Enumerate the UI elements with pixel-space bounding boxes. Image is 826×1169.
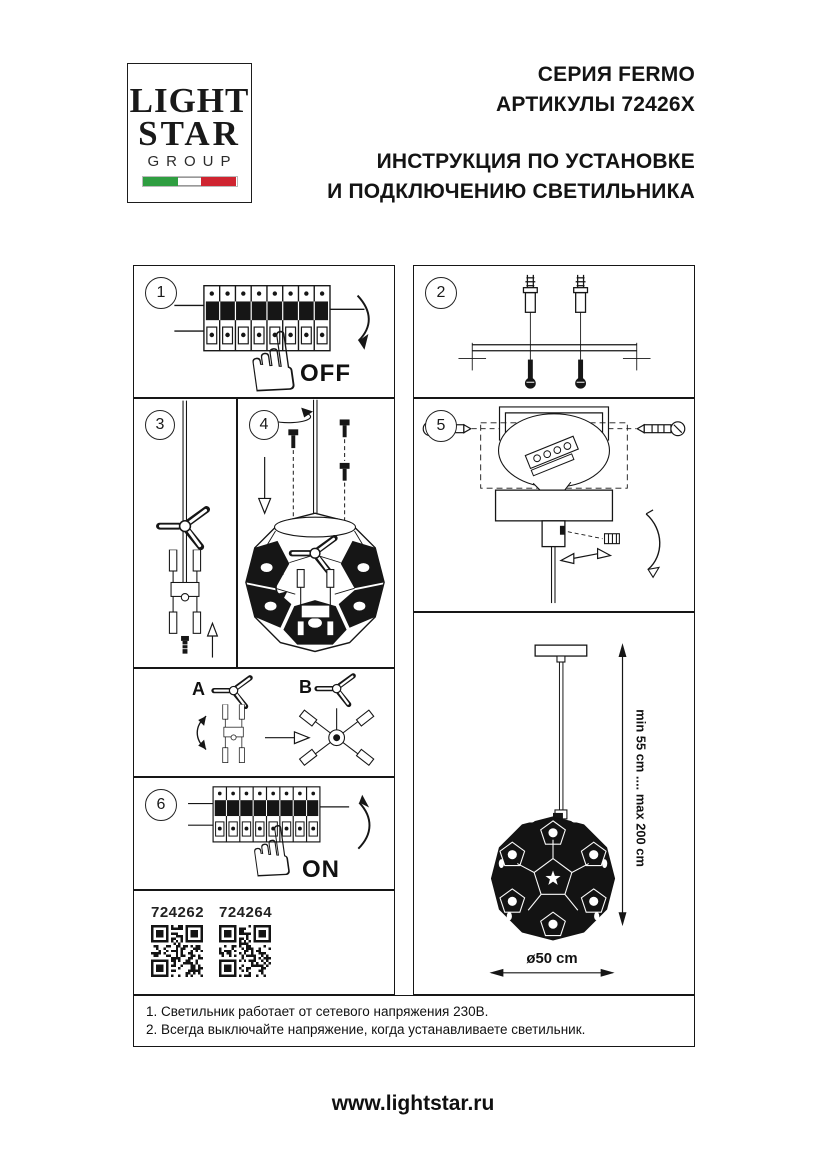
qr-code-left	[151, 925, 203, 977]
italian-flag-bar	[142, 176, 238, 187]
series-title: СЕРИЯ FERMO	[537, 63, 695, 86]
panel-lamp-dimensions	[413, 612, 695, 995]
suspension-rod-diagram	[134, 399, 236, 667]
qr-code-right	[219, 925, 271, 977]
website-url: www.lightstar.ru	[331, 1092, 495, 1115]
variant-b-label: B	[299, 677, 312, 697]
step4-number: 4	[249, 410, 279, 440]
logo-word-group: GROUP	[147, 153, 238, 170]
on-label: ON	[302, 856, 340, 883]
panel-article-codes	[133, 890, 395, 995]
step5-number: 5	[425, 410, 457, 442]
bracket-positions-diagram	[134, 669, 394, 776]
pendant-lamp-drawing	[414, 613, 694, 994]
panel-step4-shade-assembly	[237, 398, 395, 668]
off-label: OFF	[300, 360, 351, 387]
panel-step1-power-off	[133, 265, 395, 398]
note-2: 2. Всегда выключайте напряжение, когда устанавливаете светильник.	[146, 1022, 586, 1037]
step6-number: 6	[145, 789, 177, 821]
panel-variants-ab	[133, 668, 395, 777]
diameter-dimension-label: ø50 cm	[526, 950, 578, 967]
logo-word-star: STAR	[138, 114, 241, 153]
step2-number: 2	[425, 277, 457, 309]
variant-a-label: A	[192, 679, 205, 699]
step1-number: 1	[145, 277, 177, 309]
article-number-724264: 724264	[219, 904, 273, 921]
safety-notes	[133, 995, 695, 1047]
panel-step5-canopy	[413, 398, 695, 612]
panel-step6-power-on	[133, 777, 395, 890]
panel-step3-suspension	[133, 398, 237, 668]
step3-number: 3	[145, 410, 175, 440]
articles-title: АРТИКУЛЫ 72426X	[496, 93, 695, 116]
note-1: 1. Светильник работает от сетевого напряжения 230В.	[146, 1004, 489, 1019]
article-number-724262: 724262	[151, 904, 205, 921]
panel-step2-fixings	[413, 265, 695, 398]
height-dimension-label: min 55 cm .... max 200 cm	[633, 709, 649, 867]
mounting-hardware-diagram	[414, 266, 694, 397]
header-text	[225, 60, 695, 207]
logo-word-light: LIGHT	[129, 81, 250, 120]
instruction-title-line2: И ПОДКЛЮЧЕНИЮ СВЕТИЛЬНИКА	[327, 180, 695, 203]
instruction-title-line1: ИНСТРУКЦИЯ ПО УСТАНОВКЕ	[376, 150, 695, 173]
